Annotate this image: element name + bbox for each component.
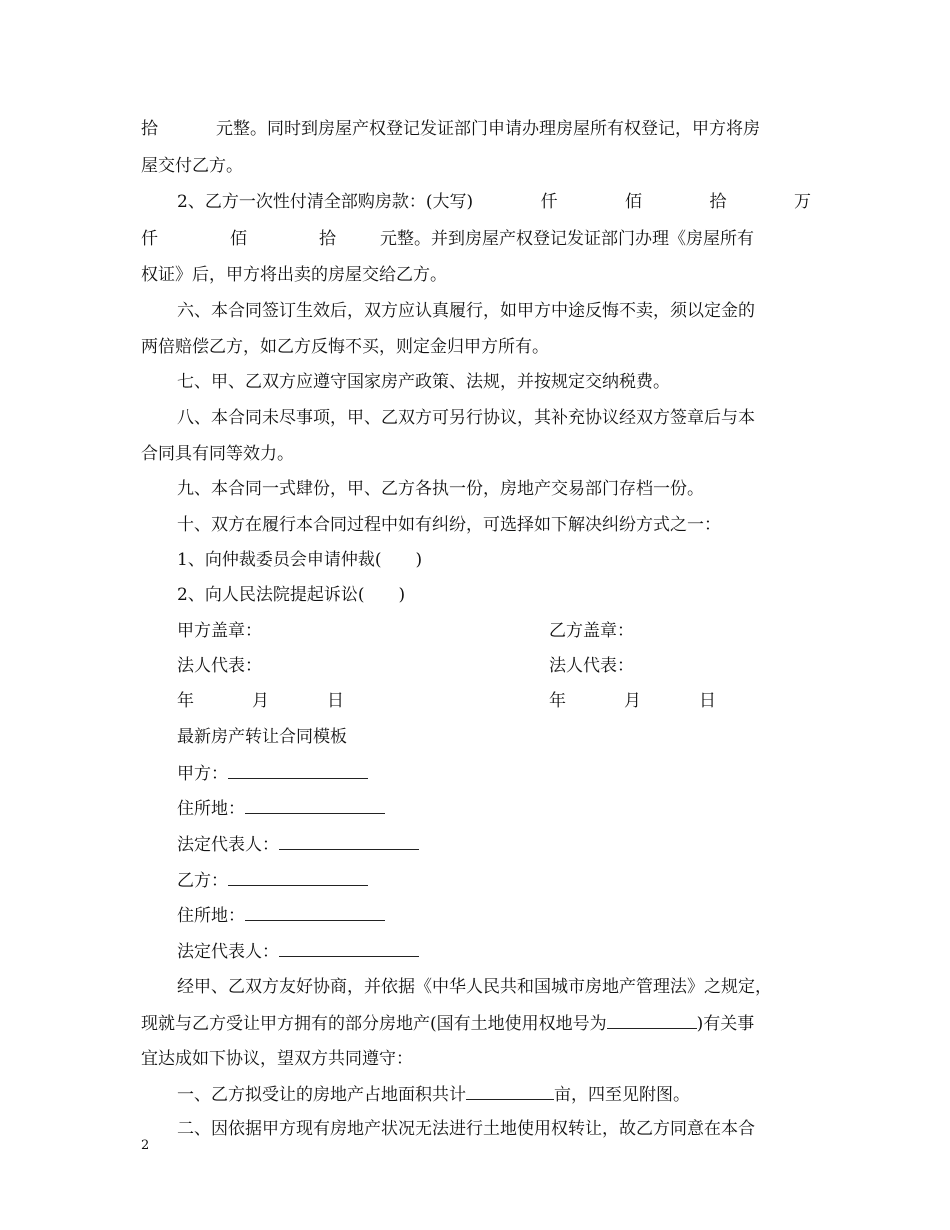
legal-rep-b-line <box>177 938 811 964</box>
date-row <box>177 688 811 714</box>
text-line: 七、甲、乙双方应遵守国家房产政策、法规，并按规定交纳税费。 <box>177 372 670 392</box>
text-fragment: 2、乙方一次性付清全部购房款：(大写) <box>177 192 474 212</box>
text-fragment: 现就与乙方受让甲方拥有的部分房地产(国有土地使用权地号为 <box>141 1014 607 1034</box>
address-a-label: 住所地： <box>177 799 245 819</box>
text-line <box>141 1010 811 1036</box>
text-fragment: 仟 <box>540 192 558 212</box>
land-area-field[interactable] <box>466 1081 554 1100</box>
text-line: 经甲、乙双方友好协商，并依据《中华人民共和国城市房地产管理法》之规定， <box>177 977 772 997</box>
party-b-label: 乙方： <box>177 871 228 891</box>
text-line: 1、向仲裁委员会申请仲裁( ) <box>177 550 423 570</box>
text-line: 两倍赔偿乙方，如乙方反悔不买，则定金归甲方所有。 <box>141 337 549 357</box>
legal-rep-b-label: 法定代表人： <box>177 942 279 962</box>
date-month: 月 <box>624 691 641 711</box>
legal-rep-a-line <box>177 831 811 857</box>
text-line: 二、因依据甲方现有房地产状况无法进行土地使用权转让，故乙方同意在本合 <box>177 1119 755 1139</box>
text-line: 2、向人民法院提起诉讼( ) <box>177 585 406 605</box>
text-line: 屋交付乙方。 <box>141 156 243 176</box>
address-b-label: 住所地： <box>177 906 245 926</box>
date-month: 月 <box>252 691 269 711</box>
legal-rep-a-field[interactable] <box>279 831 419 850</box>
text-line: 十、双方在履行本合同过程中如有纠纷，可选择如下解决纠纷方式之一： <box>177 515 721 535</box>
text-line: 宜达成如下协议，望双方共同遵守： <box>141 1049 413 1069</box>
date-year: 年 <box>177 691 194 711</box>
address-a-field[interactable] <box>245 795 385 814</box>
text-fragment: 元整。并到房屋产权登记发证部门办理《房屋所有 <box>380 229 754 249</box>
party-a-rep-label: 法人代表： <box>177 656 262 676</box>
date-day: 日 <box>699 691 716 711</box>
template-title: 最新房产转让合同模板 <box>177 727 347 747</box>
address-a-line <box>177 795 811 821</box>
party-b-rep-label: 法人代表： <box>549 656 634 676</box>
date-year: 年 <box>549 691 566 711</box>
text-line <box>177 189 811 215</box>
text-line: 八、本合同未尽事项，甲、乙双方可另行协议，其补充协议经双方签章后与本 <box>177 408 755 428</box>
text-line: 合同具有同等效力。 <box>141 444 294 464</box>
text-fragment: 佰 <box>625 192 643 212</box>
text-fragment: 拾 <box>709 192 727 212</box>
text-fragment: 万 <box>793 192 811 212</box>
party-a-label: 甲方： <box>177 764 228 784</box>
text-line <box>177 1081 811 1107</box>
party-b-field[interactable] <box>228 867 368 886</box>
text-fragment: 元整。同时到房屋产权登记发证部门申请办理房屋所有权登记，甲方将房 <box>216 119 760 139</box>
text-fragment: 拾 <box>319 229 336 249</box>
signature-row <box>177 618 811 644</box>
text-fragment: 仟 <box>141 229 158 249</box>
text-line: 权证》后，甲方将出卖的房屋交给乙方。 <box>141 265 447 285</box>
text-line <box>141 116 811 142</box>
legal-rep-b-field[interactable] <box>279 938 419 957</box>
text-fragment: 拾 <box>141 119 158 139</box>
text-fragment: 一、乙方拟受让的房地产占地面积共计 <box>177 1085 466 1105</box>
signature-row <box>177 653 811 679</box>
text-fragment: 佰 <box>230 229 247 249</box>
text-line: 九、本合同一式肆份，甲、乙方各执一份，房地产交易部门存档一份。 <box>177 479 704 499</box>
land-lot-number-field[interactable] <box>607 1010 697 1029</box>
party-a-seal-label: 甲方盖章： <box>177 621 262 641</box>
text-fragment: 亩，四至见附图。 <box>554 1085 690 1105</box>
address-b-line <box>177 902 811 928</box>
text-line: 六、本合同签订生效后，双方应认真履行，如甲方中途反悔不卖，须以定金的 <box>177 301 755 321</box>
legal-rep-a-label: 法定代表人： <box>177 835 279 855</box>
party-b-line <box>177 867 811 893</box>
date-group-b <box>549 688 716 714</box>
party-a-line <box>177 760 811 786</box>
text-fragment: )有关事 <box>696 1014 755 1034</box>
party-b-seal-label: 乙方盖章： <box>549 621 634 641</box>
party-a-field[interactable] <box>228 760 368 779</box>
text-line <box>141 226 811 252</box>
address-b-field[interactable] <box>245 902 385 921</box>
page-number: 2 <box>141 1138 150 1153</box>
date-day: 日 <box>327 691 344 711</box>
